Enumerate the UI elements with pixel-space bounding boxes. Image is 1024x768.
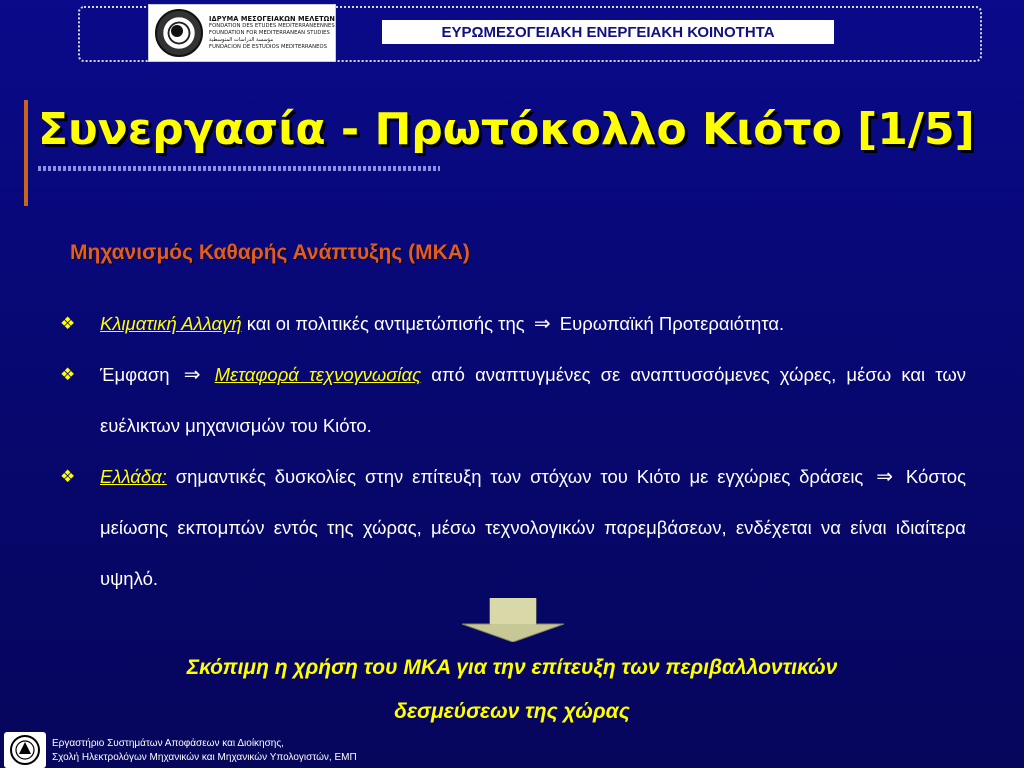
bullet-emphasis: Μεταφορά τεχνογνωσίας [214, 364, 422, 385]
foundation-seal-icon [155, 9, 203, 57]
bullet-item [58, 298, 966, 349]
slide-title: Συνεργασία - Πρωτόκολλο Κιότο [1/5] [38, 104, 975, 155]
bullet-item [58, 451, 966, 604]
logo-line: FOUNDATION FOR MEDITERRANEAN STUDIES [209, 30, 330, 36]
bullet-text: Έμφαση [100, 364, 180, 385]
implies-arrow-icon: ⇒ [533, 311, 551, 335]
logo-line: مؤسسة الدراسات المتوسطية [209, 37, 274, 43]
logo-text-block [209, 16, 335, 50]
header-title: ΕΥΡΩΜΕΣΟΓΕΙΑΚΗ ΕΝΕΡΓΕΙΑΚΗ ΚΟΙΝΟΤΗΤΑ [382, 20, 834, 44]
ntua-seal-icon [4, 732, 46, 768]
footer-line: Εργαστήριο Συστημάτων Αποφάσεων και Διοίκησης, [52, 738, 284, 749]
implies-arrow-icon: ⇒ [183, 362, 201, 386]
footer-text [52, 737, 357, 765]
diamond-bullet-icon: ❖ [60, 467, 76, 486]
bullet-text: Κόστος μείωσης εκπομπών εντός της χώρας, μέσω τεχνολογικών παρεμβάσεων, ενδέχεται να είναι ιδιαίτερα υψηλό. [100, 466, 966, 589]
bullet-text: και οι πολιτικές αντιμετώπισής της [241, 313, 530, 334]
bullet-emphasis: Ελλάδα: [100, 466, 167, 487]
diamond-bullet-icon: ❖ [60, 314, 76, 333]
footer-line: Σχολή Ηλεκτρολόγων Μηχανικών και Μηχανικών Υπολογιστών, ΕΜΠ [52, 752, 357, 763]
bullet-text: σημαντικές δυσκολίες στην επίτευξη των στόχων του Κιότο με εγχώριες δράσεις [166, 466, 873, 487]
bullet-item [58, 349, 966, 451]
bullet-text: Ευρωπαϊκή Προτεραιότητα. [554, 313, 785, 334]
logo-line: FUNDACION DE ESTUDIOS MEDITERRANEOS [209, 44, 328, 50]
bullet-list [58, 298, 966, 604]
logo-line: ΙΔΡΥΜΑ ΜΕΣΟΓΕΙΑΚΩΝ ΜΕΛΕΤΩΝ [209, 15, 335, 23]
bullet-text: από αναπτυγμένες σε αναπτυσσόμενες χώρες, μέσω και των ευέλικτων μηχανισμών του Κιότο. [100, 364, 967, 436]
foundation-logo [148, 4, 336, 62]
title-underline [38, 166, 440, 171]
down-arrow-icon [462, 598, 564, 642]
diamond-bullet-icon: ❖ [60, 365, 76, 384]
ntua-seal-graphic [8, 734, 42, 766]
bullet-emphasis: Κλιματική Αλλαγή [100, 313, 242, 334]
implies-arrow-icon: ⇒ [876, 464, 894, 488]
section-subheading: Μηχανισμός Καθαρής Ανάπτυξης (ΜΚΑ) [70, 241, 470, 264]
conclusion-text [80, 646, 944, 734]
conclusion-line: δεσμεύσεων της χώρας [394, 700, 630, 723]
logo-line: FONDATION DES ETUDES MEDITERRANEENNES [209, 23, 335, 29]
title-accent-bar [24, 100, 28, 206]
conclusion-line: Σκόπιμη η χρήση του ΜΚΑ για την επίτευξη των περιβαλλοντικών [186, 656, 838, 679]
footer [0, 728, 420, 768]
